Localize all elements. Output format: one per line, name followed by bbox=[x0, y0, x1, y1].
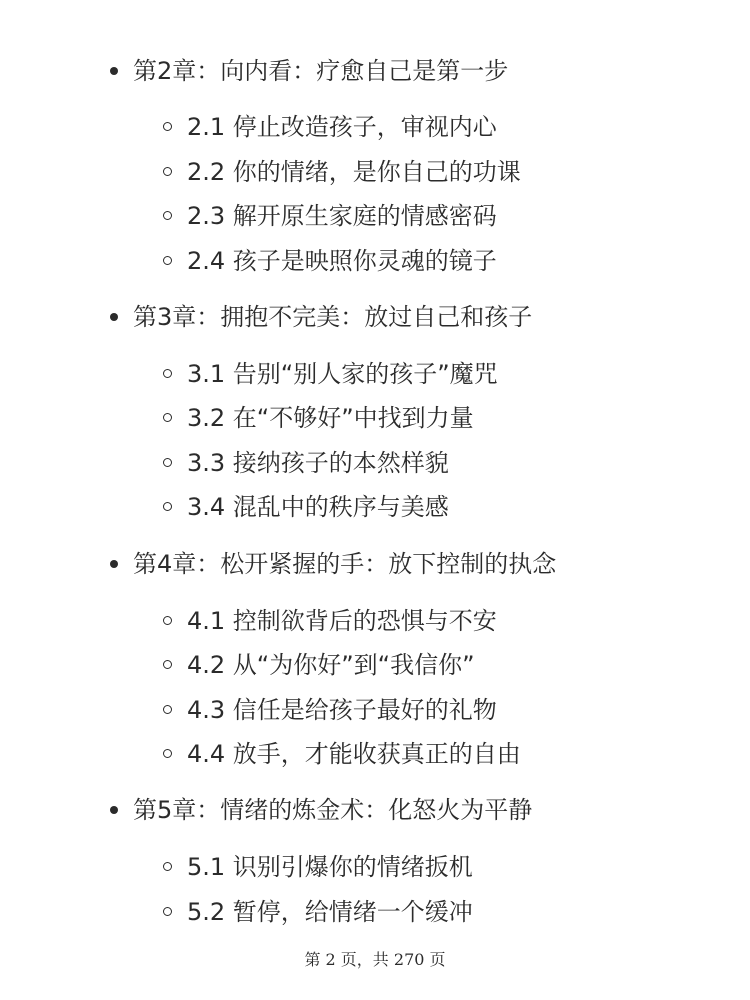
hollow-bullet-icon bbox=[163, 502, 172, 511]
section-title: 3.2 在“不够好”中找到力量 bbox=[187, 404, 474, 432]
hollow-bullet-icon bbox=[163, 256, 172, 265]
hollow-bullet-icon bbox=[163, 458, 172, 467]
section-title: 2.2 你的情绪，是你自己的功课 bbox=[187, 158, 521, 186]
section-title: 4.4 放手，才能收获真正的自由 bbox=[187, 740, 521, 768]
section-title: 5.1 识别引爆你的情绪扳机 bbox=[187, 853, 473, 881]
section-item bbox=[187, 895, 473, 929]
section-item bbox=[187, 693, 497, 727]
section-item bbox=[187, 199, 497, 233]
section-item bbox=[187, 244, 497, 278]
chapter-3-item bbox=[133, 300, 532, 334]
filled-bullet-icon bbox=[110, 313, 118, 321]
chapter-4-item bbox=[133, 547, 556, 581]
section-title: 4.2 从“为你好”到“我信你” bbox=[187, 651, 475, 679]
section-item bbox=[187, 155, 521, 189]
section-title: 5.2 暂停，给情绪一个缓冲 bbox=[187, 898, 473, 926]
section-item bbox=[187, 357, 498, 391]
hollow-bullet-icon bbox=[163, 167, 172, 176]
hollow-bullet-icon bbox=[163, 705, 172, 714]
chapter-title: 第4章：松开紧握的手：放下控制的执念 bbox=[133, 550, 557, 578]
hollow-bullet-icon bbox=[163, 862, 172, 871]
section-item bbox=[187, 850, 473, 884]
section-title: 3.1 告别“别人家的孩子”魔咒 bbox=[187, 360, 498, 388]
hollow-bullet-icon bbox=[163, 122, 172, 131]
section-title: 3.4 混乱中的秩序与美感 bbox=[187, 493, 449, 521]
section-item bbox=[187, 401, 474, 435]
section-item bbox=[187, 737, 521, 771]
section-title: 2.4 孩子是映照你灵魂的镜子 bbox=[187, 247, 497, 275]
section-title: 2.3 解开原生家庭的情感密码 bbox=[187, 202, 497, 230]
hollow-bullet-icon bbox=[163, 413, 172, 422]
filled-bullet-icon bbox=[110, 806, 118, 814]
hollow-bullet-icon bbox=[163, 907, 172, 916]
section-title: 4.1 控制欲背后的恐惧与不安 bbox=[187, 607, 497, 635]
hollow-bullet-icon bbox=[163, 749, 172, 758]
section-item bbox=[187, 648, 475, 682]
chapter-5-item bbox=[133, 793, 532, 827]
section-title: 2.1 停止改造孩子，审视内心 bbox=[187, 113, 497, 141]
hollow-bullet-icon bbox=[163, 211, 172, 220]
chapter-title: 第3章：拥抱不完美：放过自己和孩子 bbox=[133, 303, 533, 331]
section-item bbox=[187, 604, 497, 638]
hollow-bullet-icon bbox=[163, 616, 172, 625]
hollow-bullet-icon bbox=[163, 369, 172, 378]
section-item bbox=[187, 110, 497, 144]
page-number-footer: 第 2 页，共 270 页 bbox=[304, 950, 446, 969]
section-item bbox=[187, 490, 449, 524]
chapter-title: 第5章：情绪的炼金术：化怒火为平静 bbox=[133, 796, 533, 824]
section-item bbox=[187, 446, 449, 480]
hollow-bullet-icon bbox=[163, 660, 172, 669]
chapter-2-item bbox=[133, 54, 508, 88]
section-title: 4.3 信任是给孩子最好的礼物 bbox=[187, 696, 497, 724]
filled-bullet-icon bbox=[110, 67, 118, 75]
filled-bullet-icon bbox=[110, 560, 118, 568]
section-title: 3.3 接纳孩子的本然样貌 bbox=[187, 449, 449, 477]
chapter-title: 第2章：向内看：疗愈自己是第一步 bbox=[133, 57, 509, 85]
